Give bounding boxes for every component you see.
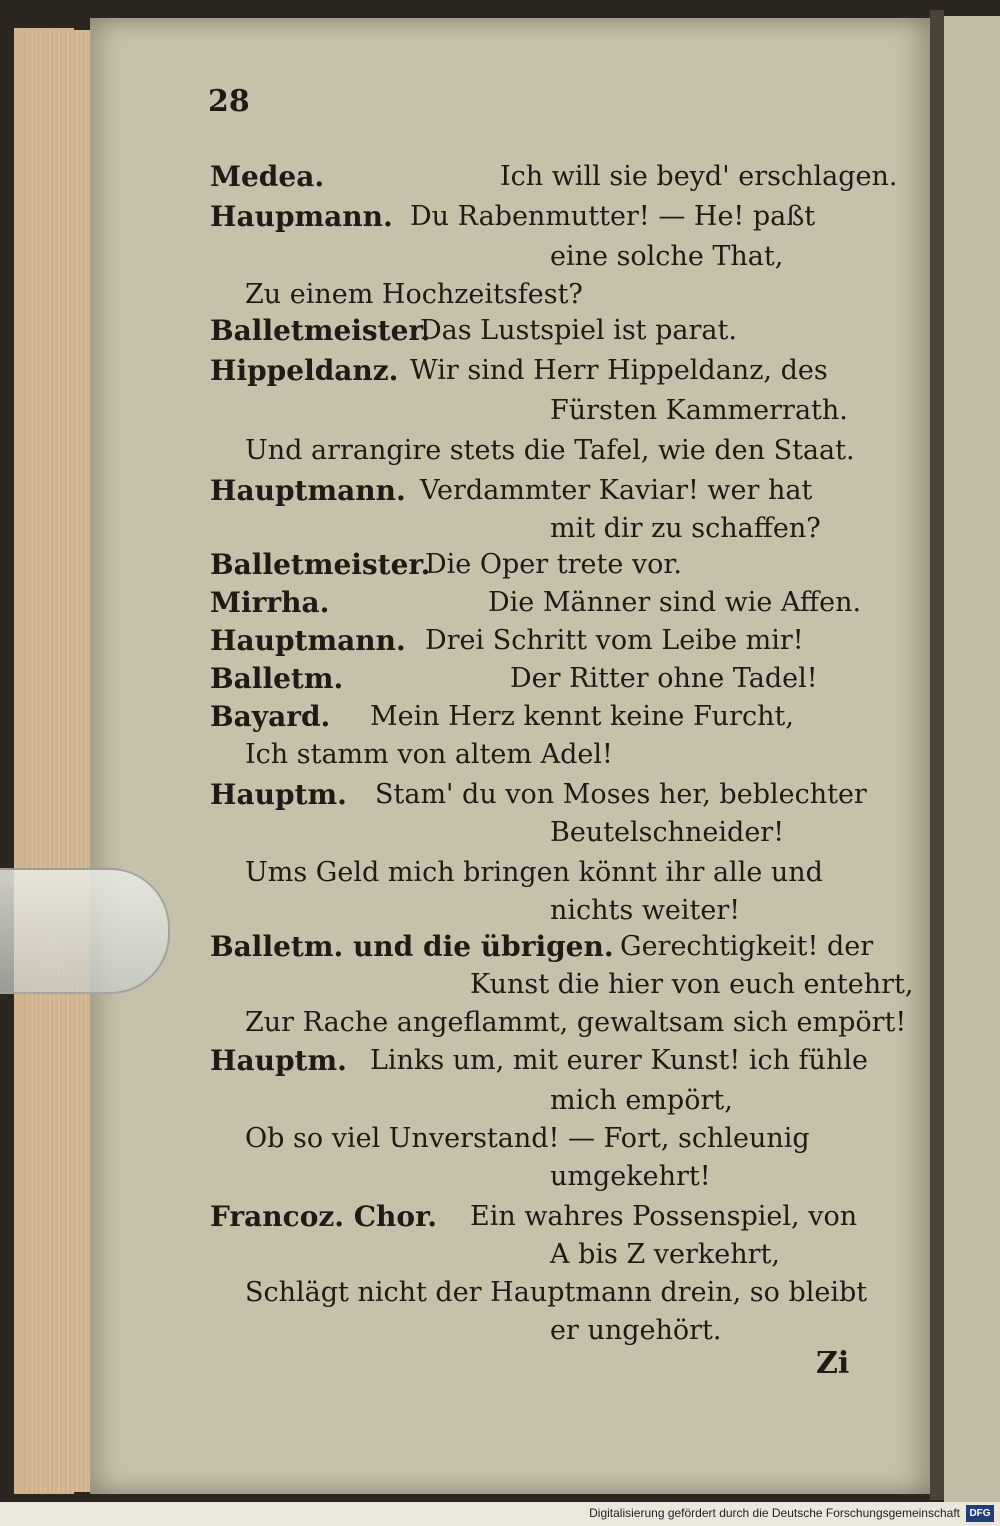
speech-text: Drei Schritt vom Leibe mir! — [425, 625, 804, 656]
speech-text: Kunst die hier von euch entehrt, — [470, 969, 914, 1000]
speech-text: Zu einem Hochzeitsfest? — [245, 279, 583, 310]
speaker-name: Mirrha. — [210, 586, 330, 619]
speaker-name: Balletm. und die übrigen. — [210, 930, 614, 963]
speech-text: Ein wahres Possenspiel, von — [470, 1201, 858, 1232]
footer-credit: Digitalisierung gefördert durch die Deutsche Forschungsgemeinschaft — [589, 1506, 960, 1520]
speaker-name: Medea. — [210, 160, 325, 193]
speaker-name: Balletmeister. — [210, 314, 431, 347]
speech-text: nichts weiter! — [550, 895, 741, 926]
speaker-name: Hauptmann. — [210, 624, 406, 657]
page-clip — [0, 868, 170, 994]
speech-text: Ich stamm von altem Adel! — [245, 739, 613, 770]
speech-text: umgekehrt! — [550, 1161, 711, 1192]
speaker-name: Bayard. — [210, 700, 331, 733]
speech-text: er ungehört. — [550, 1315, 722, 1346]
speech-text: Zur Rache angeflammt, gewaltsam sich empört! — [245, 1007, 907, 1038]
speaker-name: Haupmann. — [210, 200, 393, 233]
speech-text: Fürsten Kammerrath. — [550, 395, 848, 426]
speaker-name: Hauptmann. — [210, 474, 406, 507]
facing-page-edge — [944, 16, 1000, 1502]
speech-text: eine solche That, — [550, 241, 784, 272]
speech-text: Und arrangire stets die Tafel, wie den Staat. — [245, 435, 855, 466]
speech-text: Verdammter Kaviar! wer hat — [420, 475, 813, 506]
dfg-logo: DFG — [966, 1505, 994, 1522]
speaker-name: Balletm. — [210, 662, 344, 695]
speech-text: A bis Z verkehrt, — [550, 1239, 780, 1270]
footer-bar — [0, 1502, 1000, 1526]
speech-text: Beutelschneider! — [550, 817, 785, 848]
speaker-name: Hauptm. — [210, 778, 347, 811]
catchword: Zi — [816, 1346, 850, 1381]
speaker-name: Hauptm. — [210, 1044, 347, 1077]
speech-text: Stam' du von Moses her, beblechter — [375, 779, 867, 810]
speaker-name: Hippeldanz. — [210, 354, 399, 387]
speech-text: Schlägt nicht der Hauptmann drein, so bleibt — [245, 1277, 868, 1308]
speech-text: mich empört, — [550, 1085, 733, 1116]
speech-text: mit dir zu schaffen? — [550, 513, 821, 544]
page-number: 28 — [208, 84, 250, 119]
speech-text: Mein Herz kennt keine Furcht, — [370, 701, 794, 732]
speech-text: Gerechtigkeit! der — [620, 931, 874, 962]
speech-text: Das Lustspiel ist parat. — [420, 315, 737, 346]
speech-text: Die Oper trete vor. — [425, 549, 682, 580]
speaker-name: Francoz. Chor. — [210, 1200, 438, 1233]
speech-text: Ob so viel Unverstand! — Fort, schleunig — [245, 1123, 810, 1154]
speech-text: Die Männer sind wie Affen. — [488, 587, 862, 618]
speaker-name: Balletmeister. — [210, 548, 431, 581]
speech-text: Ums Geld mich bringen könnt ihr alle und — [245, 857, 823, 888]
speech-text: Links um, mit eurer Kunst! ich fühle — [370, 1045, 868, 1076]
speech-text: Wir sind Herr Hippeldanz, des — [410, 355, 828, 386]
book-gutter — [930, 10, 944, 1500]
speech-text: Du Rabenmutter! — He! paßt — [410, 201, 816, 232]
speech-text: Der Ritter ohne Tadel! — [510, 663, 818, 694]
speech-text: Ich will sie beyd' erschlagen. — [500, 161, 898, 192]
